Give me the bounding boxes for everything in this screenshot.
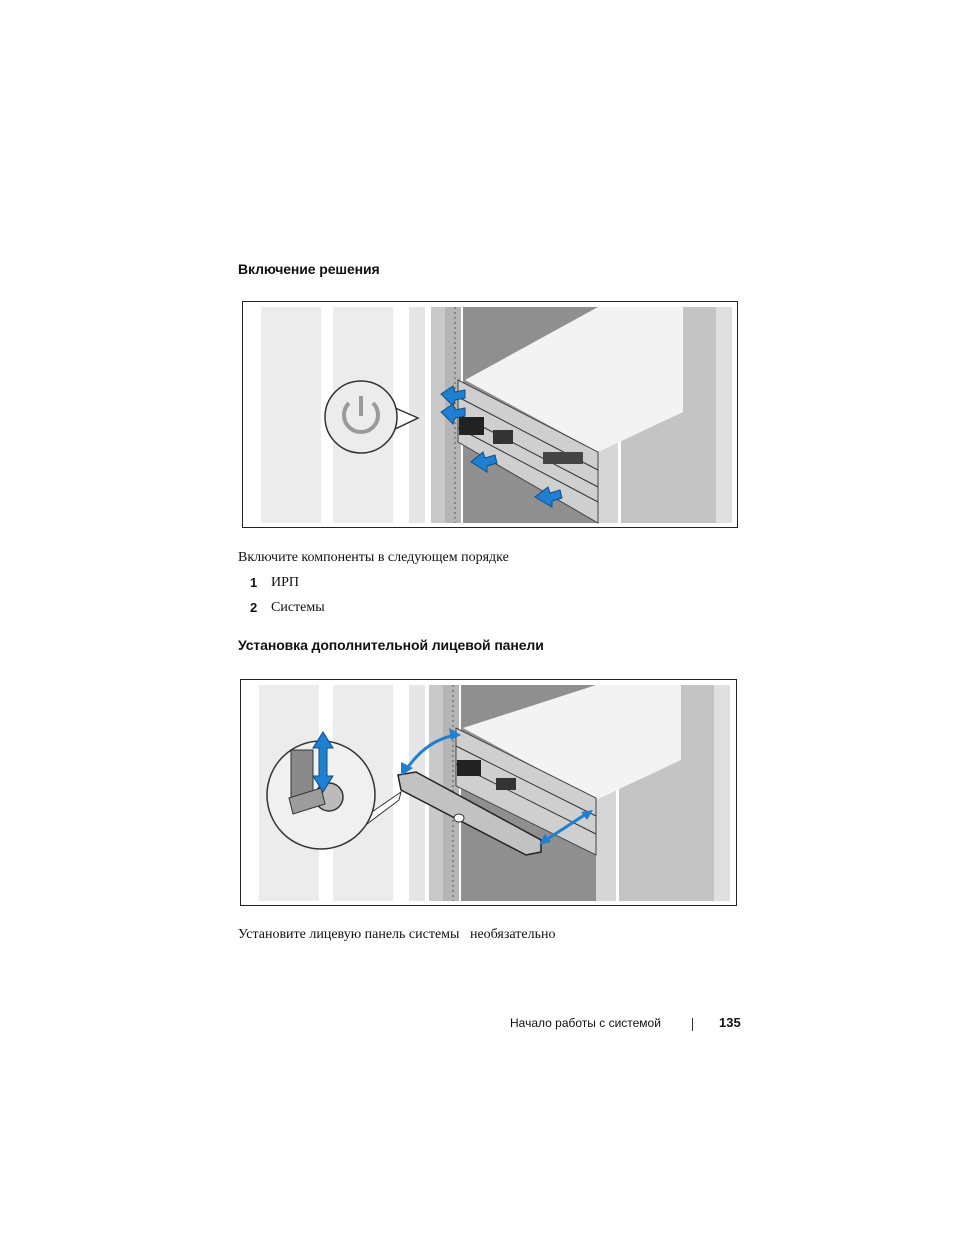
section-heading-bezel: Установка дополнительной лицевой панели [238, 637, 544, 653]
list-text: ИРП [271, 575, 300, 590]
section-heading-power-on: Включение решения [238, 261, 380, 277]
power-on-illustration [242, 301, 738, 528]
footer-divider [692, 1018, 693, 1031]
page-number: 135 [719, 1015, 741, 1030]
power-on-instructions: Включите компоненты в следующем порядке [238, 550, 509, 565]
list-number: 1 [250, 575, 258, 590]
bezel-instructions: Установите лицевую панель системы необязательно [238, 927, 556, 942]
list-text: Системы [271, 600, 325, 615]
list-number: 2 [250, 600, 258, 615]
footer-chapter-title: Начало работы с системой [510, 1016, 661, 1030]
bezel-installation-illustration [240, 679, 737, 906]
